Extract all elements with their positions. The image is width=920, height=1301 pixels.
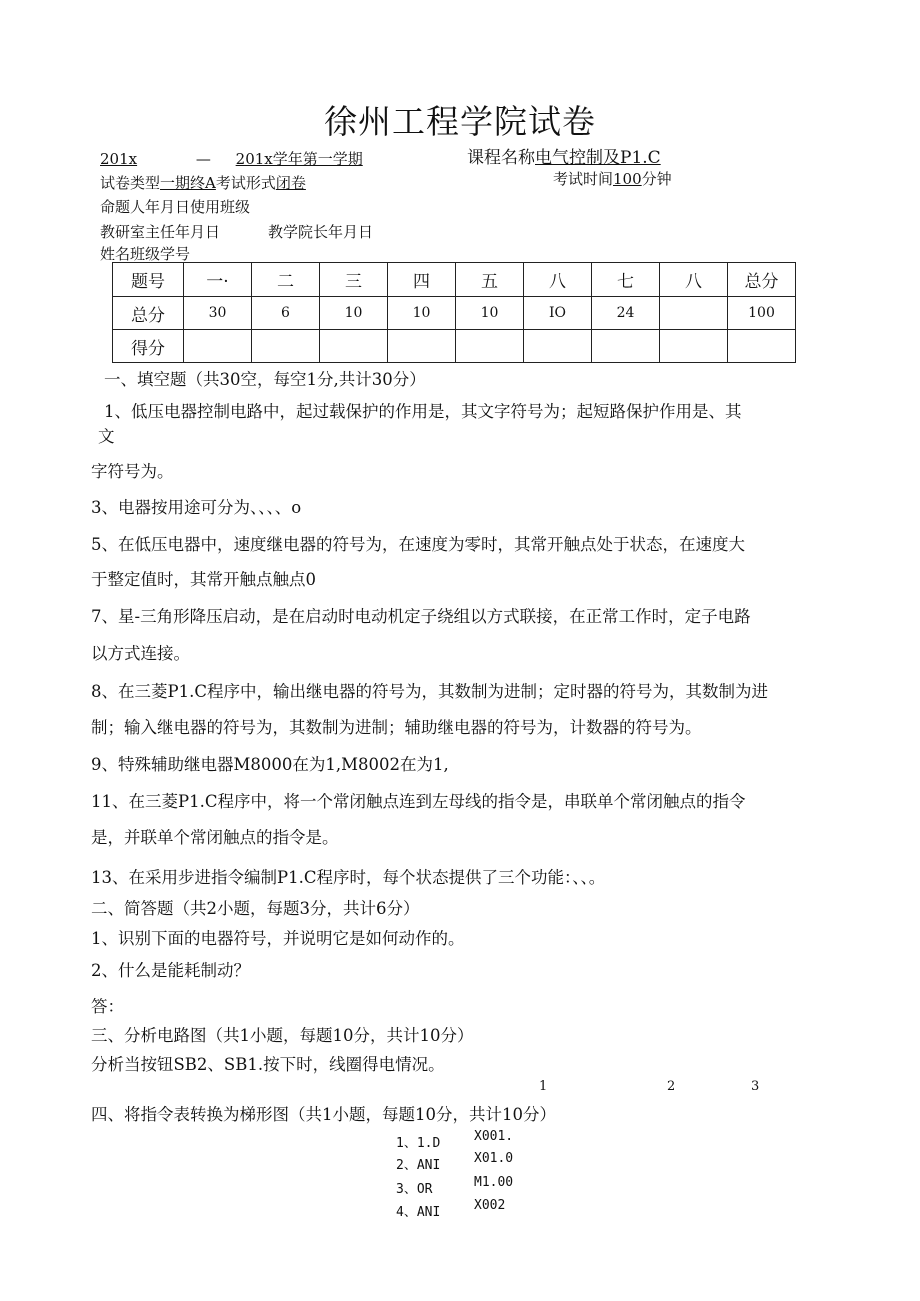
table-cell: 八 <box>660 263 728 297</box>
table-cell: 100 <box>728 297 796 330</box>
figure-number: 2 <box>667 1079 676 1094</box>
table-cell: 八 <box>524 263 592 297</box>
course-label: 课程名称 <box>467 148 535 168</box>
instruction-arg: X002 <box>474 1198 506 1213</box>
table-cell: 30 <box>184 297 252 330</box>
instruction-arg: X001. <box>474 1129 514 1144</box>
table-cell <box>524 330 592 363</box>
q7-line2: 以方式连接。 <box>91 644 190 663</box>
table-cell <box>660 330 728 363</box>
table-cell: 一· <box>184 263 252 297</box>
student-line: 姓名班级学号 <box>100 245 191 263</box>
figure-number: 3 <box>751 1079 760 1094</box>
q5-line2: 于整定值时，其常开触点触点0 <box>91 570 316 589</box>
instruction-arg: X01.0 <box>474 1151 514 1166</box>
table-cell: 24 <box>592 297 660 330</box>
q5-line1: 5、在低压电器中，速度继电器的符号为，在速度为零时，其常开触点处于状态，在速度大 <box>91 535 745 554</box>
setter-line: 命题人年月日使用班级 <box>100 198 251 216</box>
instruction-op: 1、1.D <box>396 1136 441 1151</box>
year-start: 201x <box>100 150 138 168</box>
table-cell: IO <box>524 297 592 330</box>
answer-label: 答： <box>91 997 124 1016</box>
table-cell: 10 <box>456 297 524 330</box>
s3-text: 分析当按钮SB2、SB1.按下时，线圈得电情况。 <box>91 1055 445 1074</box>
s2-q2: 2、什么是能耗制动？ <box>91 961 250 980</box>
year-end: 201x学年第一学期 <box>235 150 363 168</box>
table-cell: 10 <box>388 297 456 330</box>
q8-line1: 8、在三菱P1.C程序中，输出继电器的符号为，其数制为进制；定时器的符号为，其数制为进 <box>91 682 768 701</box>
table-row-headers <box>113 263 796 297</box>
year-dash: — <box>195 150 211 168</box>
table-cell <box>592 330 660 363</box>
q8-line2: 制；输入继电器的符号为，其数制为进制；辅助继电器的符号为，计数器的符号为。 <box>91 718 702 737</box>
table-cell: 10 <box>320 297 388 330</box>
time-unit: 分钟 <box>641 170 672 188</box>
table-cell: 得分 <box>113 330 184 363</box>
q1-line2: 字符号为。 <box>91 462 174 481</box>
term-line <box>100 148 363 169</box>
q1-line1: 1、低压电器控制电路中，起过载保护的作用是，其文字符号为；起短路保护作用是、其 <box>104 402 742 421</box>
table-cell: 总分 <box>113 297 184 330</box>
table-cell: 二 <box>252 263 320 297</box>
table-cell <box>388 330 456 363</box>
instruction-op: 4、ANI <box>396 1205 441 1220</box>
q11-line2: 是，并联单个常闭触点的指令是。 <box>91 828 339 847</box>
score-table <box>112 262 796 363</box>
course-line <box>467 143 661 168</box>
q9: 9、特殊辅助继电器M8000在为1,M8002在为1, <box>91 755 449 774</box>
instruction-op: 2、ANI <box>396 1158 441 1173</box>
q7-line1: 7、星-三角形降压启动，是在启动时电动机定子绕组以方式联接，在正常工作时，定子电路 <box>91 607 751 626</box>
time-label: 考试时间 <box>553 170 614 188</box>
s2-q1: 1、识别下面的电器符号，并说明它是如何动作的。 <box>91 929 465 948</box>
figure-number: 1 <box>539 1079 548 1094</box>
type-label: 试卷类型 <box>100 174 161 192</box>
table-row-scores <box>113 330 796 363</box>
type-value: 一期终A <box>160 174 216 192</box>
type-line <box>100 172 306 193</box>
table-cell: 三 <box>320 263 388 297</box>
time-value: 100 <box>613 170 642 188</box>
section-1-heading: 一、填空题（共30空，每空1分,共计30分） <box>104 370 426 389</box>
table-cell: 七 <box>592 263 660 297</box>
exam-title: 徐州工程学院试卷 <box>324 102 596 141</box>
section-2-heading: 二、简答题（共2小题，每题3分，共计6分） <box>91 899 420 918</box>
q3: 3、电器按用途可分为、、、、o <box>91 498 302 517</box>
section-4-heading: 四、将指令表转换为梯形图（共1小题，每题10分，共计10分） <box>91 1105 556 1124</box>
q13: 13、在采用步进指令编制P1.C程序时，每个状态提供了三个功能：、、。 <box>91 868 606 887</box>
table-cell <box>320 330 388 363</box>
q1-line1b: 文 <box>98 427 115 446</box>
table-row-totals <box>113 297 796 330</box>
table-cell: 6 <box>252 297 320 330</box>
director-line: 教研室主任年月日 <box>100 223 221 241</box>
table-cell <box>456 330 524 363</box>
dean-line: 教学院长年月日 <box>268 223 374 241</box>
table-cell <box>184 330 252 363</box>
time-line <box>553 168 672 189</box>
table-cell: 四 <box>388 263 456 297</box>
table-cell <box>252 330 320 363</box>
instruction-arg: M1.00 <box>474 1175 514 1190</box>
table-cell <box>660 297 728 330</box>
instruction-op: 3、OR <box>396 1182 433 1197</box>
table-cell: 总分 <box>728 263 796 297</box>
section-3-heading: 三、分析电路图（共1小题，每题10分，共计10分） <box>91 1026 474 1045</box>
table-cell: 题号 <box>113 263 184 297</box>
form-label: 考试形式 <box>215 174 276 192</box>
table-cell: 五 <box>456 263 524 297</box>
course-name: 电气控制及P1.C <box>535 148 661 168</box>
table-cell <box>728 330 796 363</box>
q11-line1: 11、在三菱P1.C程序中，将一个常闭触点连到左母线的指令是，串联单个常闭触点的指令 <box>91 792 746 811</box>
form-value: 闭卷 <box>275 174 306 192</box>
